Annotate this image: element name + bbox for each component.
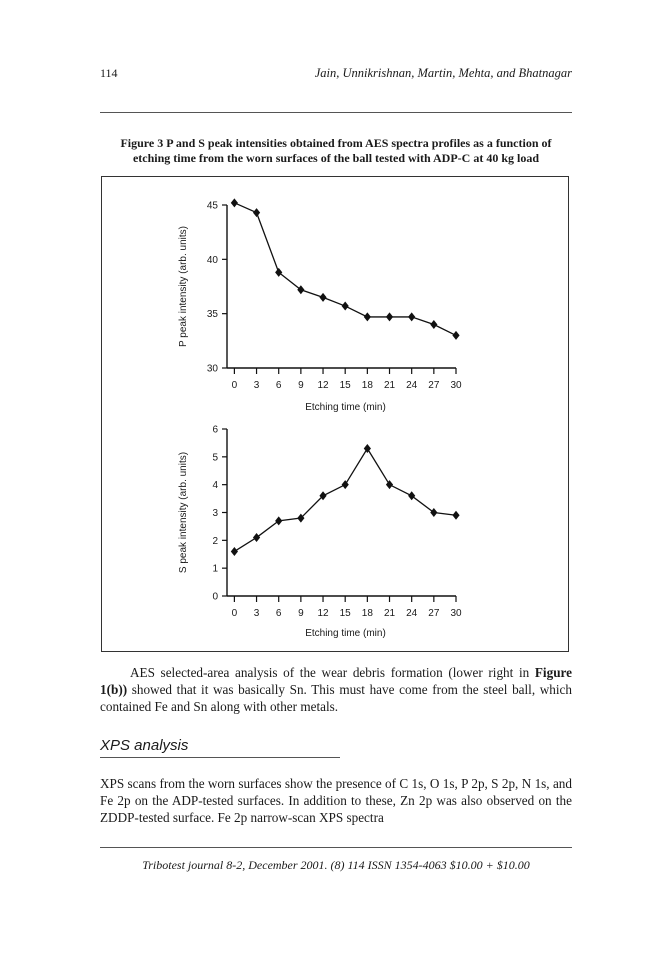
figure-reference: Figure 1(b)) bbox=[100, 665, 572, 697]
s-chart-point bbox=[430, 508, 437, 517]
s-chart-y-tick-label: 4 bbox=[212, 480, 218, 492]
s-chart-x-tick-label: 21 bbox=[383, 608, 396, 619]
p-chart-x-tick-label: 18 bbox=[361, 380, 373, 391]
p-chart-y-tick-label: 45 bbox=[206, 200, 218, 212]
p-chart-x-tick-label: 21 bbox=[383, 380, 396, 391]
s-chart-y-tick-label: 3 bbox=[212, 508, 218, 519]
p-chart bbox=[178, 198, 462, 413]
p-chart-point bbox=[408, 312, 415, 321]
s-chart-point bbox=[408, 491, 415, 500]
paragraph-text-2: showed that it was basically Sn. This must have come from the steel ball, which contained Fe and Sn along with other metals. bbox=[100, 682, 572, 714]
section-heading: XPS analysis bbox=[100, 737, 189, 754]
p-chart-x-tick-label: 9 bbox=[298, 380, 304, 391]
p-chart-y-tick-label: 35 bbox=[206, 309, 218, 321]
p-chart-x-tick-label: 3 bbox=[253, 380, 260, 391]
p-chart-x-tick-label: 30 bbox=[450, 380, 462, 391]
p-chart-y-label: P peak intensity (arb. units) bbox=[178, 226, 189, 347]
figure-caption-line2: etching time from the worn surfaces of the ball tested with ADP-C at 40 kg load bbox=[132, 151, 540, 165]
s-chart-x-tick-label: 3 bbox=[253, 608, 260, 619]
s-chart-point bbox=[452, 511, 459, 520]
s-chart-y-label: S peak intensity (arb. units) bbox=[178, 451, 189, 574]
footer-rule bbox=[100, 847, 572, 848]
p-chart-x-label: Etching time (min) bbox=[305, 402, 386, 413]
s-chart-x-label: Etching time (min) bbox=[305, 628, 386, 639]
s-chart-series-line bbox=[234, 448, 456, 551]
s-chart-y-tick-label: 0 bbox=[212, 591, 218, 603]
p-chart-x-tick-label: 0 bbox=[231, 380, 238, 391]
s-chart-point bbox=[253, 533, 260, 542]
p-chart-y-tick-label: 40 bbox=[206, 254, 218, 266]
s-chart-y-tick-label: 1 bbox=[212, 563, 218, 575]
s-chart-x-tick-label: 24 bbox=[406, 608, 418, 619]
p-chart-x-tick-label: 15 bbox=[339, 380, 351, 391]
p-chart-x-tick-label: 27 bbox=[428, 380, 440, 391]
p-chart-x-tick-label: 24 bbox=[406, 380, 418, 391]
p-chart-point bbox=[430, 320, 437, 329]
s-chart-x-tick-label: 15 bbox=[339, 608, 351, 619]
figure-caption bbox=[100, 136, 572, 166]
s-chart-point bbox=[231, 547, 238, 556]
s-chart-y-tick-label: 5 bbox=[212, 452, 218, 464]
s-chart-x-tick-label: 0 bbox=[231, 608, 238, 619]
p-chart-point bbox=[319, 293, 326, 302]
p-chart-point bbox=[231, 198, 238, 207]
figure-charts bbox=[101, 176, 569, 652]
figure-caption-line1: Figure 3 P and S peak intensities obtained from AES spectra profiles as a function of bbox=[120, 136, 552, 150]
p-chart-point bbox=[275, 268, 282, 277]
s-chart-x-tick-label: 30 bbox=[450, 608, 462, 619]
s-chart-x-tick-label: 18 bbox=[361, 608, 373, 619]
paragraph-text-1: AES selected-area analysis of the wear debris formation (lower right in bbox=[130, 665, 535, 680]
p-chart-point bbox=[364, 312, 371, 321]
p-chart-x-tick-label: 12 bbox=[317, 380, 329, 391]
p-chart-point bbox=[386, 312, 393, 321]
aes-paragraph bbox=[100, 664, 572, 715]
s-chart-x-tick-label: 6 bbox=[275, 608, 282, 619]
footer-citation: Tribotest journal 8-2, December 2001. (8) 114 ISSN 1354-4063 $10.00 + $10.00 bbox=[142, 858, 530, 872]
s-chart bbox=[178, 425, 462, 640]
s-chart-point bbox=[275, 516, 282, 525]
p-chart-series-line bbox=[234, 203, 456, 336]
page-number: 114 bbox=[100, 66, 118, 80]
p-chart-point bbox=[342, 302, 349, 311]
p-chart-point bbox=[253, 208, 260, 217]
p-chart-y-tick-label: 30 bbox=[206, 363, 218, 375]
running-head: Jain, Unnikrishnan, Martin, Mehta, and Bhatnagar bbox=[314, 66, 572, 80]
xps-body-text: XPS scans from the worn surfaces show the presence of C 1s, O 1s, P 2p, S 2p, N 1s, and Fe 2p on the ADP-tested surfaces. In addition to these, Zn 2p was also observed on the ZDDP-tested surface. Fe 2p narrow-scan XPS spectra bbox=[100, 776, 572, 825]
s-chart-x-tick-label: 27 bbox=[428, 608, 440, 619]
s-chart-y-tick-label: 2 bbox=[212, 535, 218, 547]
p-chart-point bbox=[297, 285, 304, 294]
s-chart-x-tick-label: 12 bbox=[317, 608, 329, 619]
section-heading-rule bbox=[100, 757, 340, 758]
header-rule bbox=[100, 112, 572, 113]
p-chart-x-tick-label: 6 bbox=[275, 380, 282, 391]
p-chart-point bbox=[452, 331, 459, 340]
s-chart-x-tick-label: 9 bbox=[298, 608, 304, 619]
s-chart-y-tick-label: 6 bbox=[212, 424, 218, 436]
